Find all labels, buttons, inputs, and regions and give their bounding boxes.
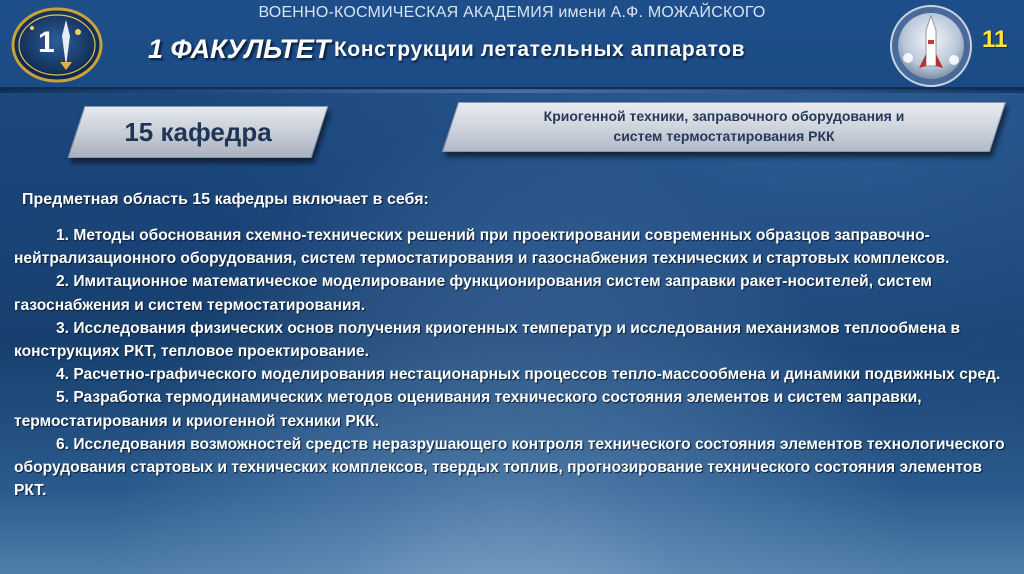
academy-title: ВОЕННО-КОСМИЧЕСКАЯ АКАДЕМИЯ имени А.Ф. МОЖАЙСКОГО [258,4,766,21]
list-item: 1. Методы обоснования схемно-технических решений при проектировании современных образцов заправочно-нейтрализационного оборудования, систем термостатирования и газоснабжения технических и стартовых комплексов. [14,227,950,268]
faculty-subtitle: Конструкции летательных аппаратов [334,38,746,61]
specialization-label [450,106,998,146]
list-item: 3. Исследования физических основ получения криогенных температур и исследования механизмов теплообмена в конструкциях РКТ, тепловое проектирование. [14,319,961,361]
svg-text:1: 1 [38,26,55,59]
intro-text: Предметная область 15 кафедры включает в себя: [22,191,429,208]
specialization-line-2: систем термостатирования РКК [613,128,835,144]
list-item: 4. Расчетно-графического моделирования нестационарных процессов тепло-массообмена и динамики подвижных сред. [56,366,1001,384]
academy-rocket-emblem-icon [886,4,976,88]
list-item: 5. Разработка термодинамических методов оценивания технического состояния элементов и систем заправки, термостатирования и криогенной техники РКК. [14,389,922,430]
slide-number: 11 [982,26,1008,53]
list-item: 2. Имитационное математическое моделирование функционирования систем заправки ракет-носителей, систем газоснабжения и систем термостатирования. [14,273,932,314]
department-label: 15 кафедра [124,117,272,147]
specialization-line-1: Криогенной техники, заправочного оборудования и [543,108,905,124]
items-list [14,224,1014,502]
list-item: 6. Исследования возможностей средств неразрушающего контроля технического состояния элементов технологического оборудования стартовых и технических комплексов, твердых топлив, прогнозирование технического состояния элементов РКТ. [14,435,1005,500]
faculty-title: 1 ФАКУЛЬТЕТ [148,34,331,64]
